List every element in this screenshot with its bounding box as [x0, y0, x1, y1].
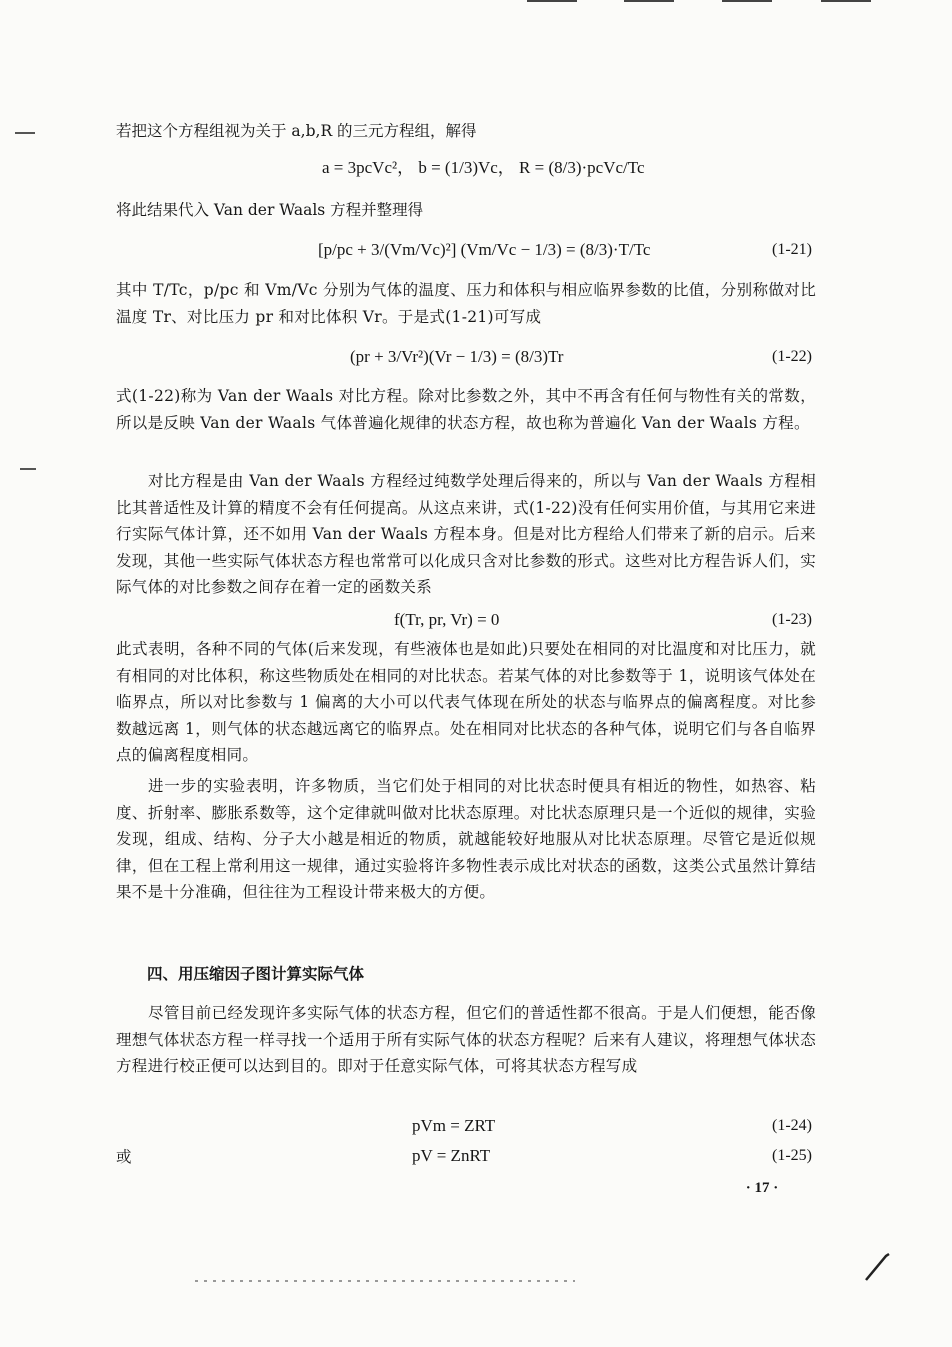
equation-number-1-23: (1-23) [772, 611, 812, 628]
paragraph-origin: 对比方程是由 Van der Waals 方程经过纯数学处理后得来的，所以与 Van der Waals 方程相比其普适性及计算的精度不会有任何提高。从这点来讲，式(1-22)没有任何实用价值，与其用它来进行实际气体计算，还不如用 Van der Waals 方程本身。但是对比方程给人们带来了新的启示。后来发现，其他一些实际气体状态方程也常常可以化成只含对比参数的形式。这些对比方程告诉人们，实际气体的对比参数之间存在着一定的函数关系 [116, 472, 816, 596]
page-number: · 17 · [745, 1180, 779, 1196]
paragraph-reduced-equation: 式(1-22)称为 Van der Waals 对比方程。除对比参数之外，其中不再含有任何与物性有关的常数，所以是反映 Van der Waals 气体普遍化规律的状态方程，故也称为普遍化 Van der Waals 方程。 [116, 387, 816, 432]
paragraph-compressibility: 尽管目前已经发现许多实际气体的状态方程，但它们的普适性都不很高。于是人们便想，能否像理想气体状态方程一样寻找一个适用于所有实际气体的状态方程呢？后来有人建议，将理想气体状态方程进行校正便可以达到目的。即对于任意实际气体，可将其状态方程写成 [116, 1004, 816, 1075]
paragraph-ratio: 其中 T/Tc，p/pc 和 Vm/Vc 分别为气体的温度、压力和体积与相应临界参数的比值，分别称做对比温度 Tr、对比压力 pr 和对比体积 Vr。于是式(1-21)可写成 [116, 281, 816, 326]
equation-1-25: pV = ZnRT [412, 1146, 491, 1165]
scan-edge-line [527, 0, 577, 2]
paragraph-corresponding-states: 此式表明，各种不同的气体(后来发现，有些液体也是如此)只要处在相同的对比温度和对比压力，就有相同的对比体积，称这些物质处在相同的对比状态。若某气体的对比参数等于 1，说明该气体处在临界点，所以对比参数与 1 偏离的大小可以代表气体现在所处的状态与临界点的偏离程度。对比参数越远离 1，则气体的状态越远离它的临界点。处在相同对比状态的各种气体，说明它们与各自临界点的偏离程度相同。 [116, 640, 816, 764]
section-heading: 四、用压缩因子图计算实际气体 [147, 965, 365, 983]
equation-1-24: pVm = ZRT [412, 1116, 496, 1135]
equation-solution: a = 3pcVc²， b = (1/3)Vc， R = (8/3)·pcVc/Tc [322, 158, 645, 177]
or-label: 或 [116, 1148, 132, 1166]
margin-mark [20, 468, 36, 470]
equation-1-23: f(Tr, pr, Vr) = 0 [394, 610, 500, 629]
equation-number-1-24: (1-24) [772, 1117, 812, 1134]
equation-number-1-25: (1-25) [772, 1147, 812, 1164]
substitute-line: 将此结果代入 Van der Waals 方程并整理得 [116, 201, 424, 219]
equation-1-21: [p/pc + 3/(Vm/Vc)²] (Vm/Vc − 1/3) = (8/3)·T/Tc [318, 240, 651, 259]
scan-edge-line [624, 0, 674, 2]
pen-stroke-mark [862, 1250, 892, 1284]
scan-edge-line [821, 0, 871, 2]
equation-1-22: (pr + 3/Vr²)(Vr − 1/3) = (8/3)Tr [350, 347, 564, 366]
margin-mark [15, 132, 35, 134]
equation-number-1-22: (1-22) [772, 348, 812, 365]
paragraph-principle: 进一步的实验表明，许多物质，当它们处于相同的对比状态时便具有相近的物性，如热容、粘度、折射率、膨胀系数等，这个定律就叫做对比状态原理。对比状态原理只是一个近似的规律，实验发现，组成、结构、分子大小越是相近的物质，就越能较好地服从对比状态原理。尽管它是近似规律，但在工程上常利用这一规律，通过实验将许多物性表示成比对状态的函数，这类公式虽然计算结果不是十分准确，但往往为工程设计带来极大的方便。 [116, 777, 816, 901]
scan-noise [195, 1280, 575, 1282]
equation-number-1-21: (1-21) [772, 241, 812, 258]
scan-edge-line [722, 0, 772, 2]
intro-line: 若把这个方程组视为关于 a,b,R 的三元方程组，解得 [116, 122, 477, 140]
